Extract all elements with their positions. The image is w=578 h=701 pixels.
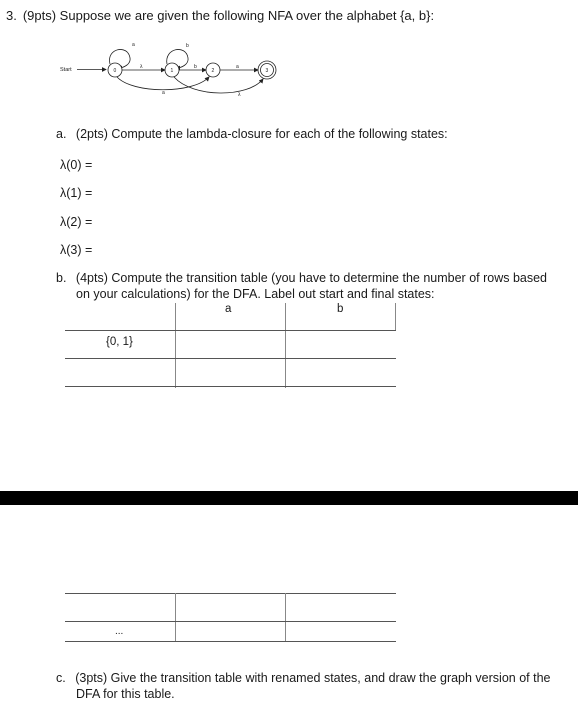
edge-1-3-bottom [174, 77, 263, 93]
table-divider-3 [395, 303, 396, 330]
lambda-closure-1: λ(1) = [60, 186, 93, 200]
edge-0-2-bottom [117, 77, 209, 90]
table-rule-2 [65, 358, 396, 359]
table-divider-5 [285, 593, 286, 642]
question-number: 3. [6, 8, 17, 23]
state-2-label: 2 [211, 68, 215, 74]
part-a-heading [56, 127, 448, 141]
table-rule-3 [65, 386, 396, 387]
table-ellipsis: ... [115, 626, 124, 637]
table-rule-6 [65, 641, 396, 642]
part-b-line1: (4pts) Compute the transition table (you have to determine the number of rows based [75, 271, 548, 285]
part-a-label: a. [56, 127, 67, 141]
part-c-line2: DFA for this table. [76, 687, 175, 701]
table-divider-4 [175, 593, 176, 642]
loop-0-label: a [132, 42, 135, 48]
start-label: Start [60, 67, 72, 73]
part-c-line1: (3pts) Give the transition table with renamed states, and draw the graph version of the [75, 671, 551, 685]
edge-0-2-bottom-label: a [162, 90, 165, 96]
table-header-b: b [337, 303, 344, 315]
table-row-state: {0, 1} [106, 336, 133, 348]
part-b-heading [56, 271, 547, 285]
nfa-diagram [58, 38, 298, 100]
part-c-label: c. [56, 671, 66, 685]
lambda-closure-0: λ(0) = [60, 158, 93, 172]
part-a-text: (2pts) Compute the lambda-closure for each of the following states: [75, 127, 448, 141]
lambda-closure-2: λ(2) = [60, 215, 93, 229]
part-b-label: b. [56, 271, 67, 285]
edge-1-3-bottom-label: λ [238, 92, 241, 98]
table-rule-1 [65, 330, 396, 331]
table-header-a: a [225, 303, 232, 315]
table-divider-2 [285, 303, 286, 388]
state-1-label: 1 [170, 68, 174, 74]
part-c-heading [56, 671, 550, 685]
lambda-closure-3: λ(3) = [60, 243, 93, 257]
state-3-label: 3 [265, 68, 269, 74]
edge-2-3-label: a [236, 64, 239, 70]
edge-0-1-label: λ [140, 64, 143, 70]
question-heading [6, 8, 434, 23]
edge-1-2-label: b [194, 64, 197, 70]
table-rule-5 [65, 621, 396, 622]
table-rule-4 [65, 593, 396, 594]
table-divider-1 [175, 303, 176, 388]
page-separator [0, 491, 578, 505]
loop-1-label: b [186, 43, 189, 49]
part-b-line2: on your calculations) for the DFA. Label out start and final states: [76, 287, 435, 301]
question-text: (9pts) Suppose we are given the following NFA over the alphabet {a, b}: [22, 8, 435, 23]
state-0-label: 0 [113, 68, 117, 74]
